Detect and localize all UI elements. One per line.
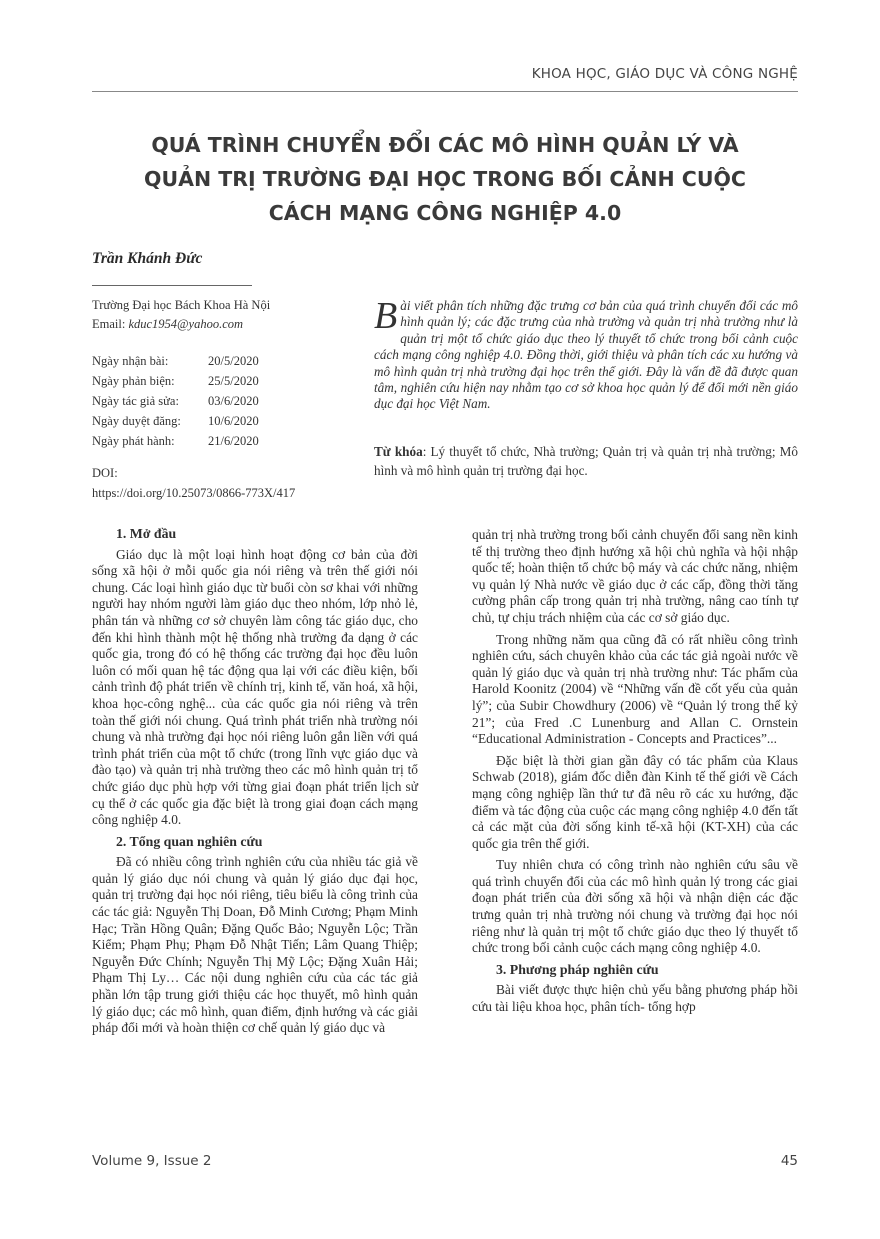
date-value: 03/6/2020 [208,394,259,408]
doi-link[interactable]: https://doi.org/10.25073/0866-773X/417 [92,486,296,500]
author-email-line [92,315,243,334]
section-heading: 3. Phương pháp nghiên cứu [496,961,659,977]
body-column-left [92,524,418,1042]
date-label: Ngày nhận bài: [92,354,169,368]
body-column-right [472,527,798,1021]
journal-section-header: KHOA HỌC, GIÁO DỤC VÀ CÔNG NGHỆ [531,66,798,82]
date-value: 10/6/2020 [208,414,259,428]
article-dates [92,351,259,451]
date-row [92,391,259,411]
section-heading: 1. Mở đầu [116,526,177,541]
date-row [92,351,259,371]
paragraph: Trong những năm qua cũng đã có rất nhiều công trình nghiên cứu, sách chuyên khảo của các tác giả ngoài nước về quản lý giáo dục và quản trị nhà trường như: Tác phẩm của Harold Koonitz (2004) về “Những vấn đề cốt yếu của quản lý”; của Subir Chowdhury (2006) về “Quản lý trong thế kỷ 21”; của Fred .C Lunenburg and Allan C. Ornstein “Educational Administration - Concepts and Practices”... [472,631,798,747]
keywords-text: : Lý thuyết tổ chức, Nhà trường; Quản trị và quản trị nhà trường; Mô hình và mô hình quản trị trường đại học. [374,444,798,478]
paragraph: Đặc biệt là thời gian gần đây có tác phẩm của Klaus Schwab (2018), giám đốc diễn đàn Kinh tế thế giới về Cách mạng công nghiệp lần thứ tư đã nêu rõ các xu hướng, đặc điểm và tác động của cuộc các mạng công nghiệp 4.0 đến tất cả các mặt của đời sống kinh tế-xã hội (KT-XH) của các quốc gia trên thế giới. [472,752,798,851]
abstract-dropcap: B [374,295,398,337]
abstract-text: ài viết phân tích những đặc trưng cơ bản của quá trình chuyển đổi các mô hình quản lý; các đặc trưng của nhà trường và quản trị nhà trường như là quản trị một tổ chức giáo dục theo lý thuyết tổ chức trong bối cảnh cuộc cách mạng công nghiệp 4.0. Đồng thời, giới thiệu và phân tích các xu hướng và mô hình quản trị nhà trường đại học trên thế giới. Đây là vấn đề đã được quan tâm, nghiên cứu hiện nay nhằm tạo cơ sở khoa học quản lý để đổi mới nền giáo dục đại học Việt Nam. [374,298,798,412]
date-value: 25/5/2020 [208,374,259,388]
date-value: 20/5/2020 [208,354,259,368]
section-heading: 2. Tổng quan nghiên cứu [116,833,263,849]
page-number: 45 [780,1153,798,1169]
date-row [92,431,259,451]
article-title [92,128,798,230]
date-row [92,371,259,391]
paragraph: Bài viết được thực hiện chủ yếu bằng phương pháp hồi cứu tài liệu khoa học, phân tích- tổng hợp [472,982,798,1015]
title-line: QUÁ TRÌNH CHUYỂN ĐỔI CÁC MÔ HÌNH QUẢN LÝ VÀ [151,133,739,157]
date-label: Ngày phát hành: [92,434,175,448]
paragraph: Giáo dục là một loại hình hoạt động cơ bản của đời sống xã hội ở mỗi quốc gia nói riêng và trên thế giới nói chung. Các loại hình giáo dục từ buổi còn sơ khai với những người hay nhóm người làm giáo dục theo nhóm, lớp nhỏ lẻ, phân tán và những cơ sở chuyên làm công tác giáo dục, cho đến khi hình thành một hệ thống nhà trường đa dạng ở các quốc gia, trong đó có hệ thống các trường đại học đều luôn luôn có mối quan hệ tác động qua lại với các điều kiện, bối cảnh trình độ phát triển về chính trị, kinh tế, văn hoá, xã hội, khoa học-công nghệ... của các quốc gia nói riêng và trên toàn thế giới nói chung. Quá trình phát triển nhà trường nói chung và nhà trường đại học nói riêng luôn gắn liền với quá trình phát triển của một tổ chức (trong lĩnh vực giáo dục và đào tạo) và quản trị nhà trường theo các mô hình quản trị tổ chức giáo dục phù hợp với từng giai đoạn phát triển lịch sử cụ thể ở các quốc gia đặc biệt là trong giai đoạn cách mạng công nghiệp 4.0. [92,546,418,828]
title-line: CÁCH MẠNG CÔNG NGHIỆP 4.0 [268,201,622,225]
keywords-label: Từ khóa [374,444,423,459]
doi-label: DOI: [92,466,118,480]
keywords [374,442,798,480]
email-label: Email: [92,317,126,331]
date-label: Ngày tác giả sửa: [92,394,179,408]
paragraph: Đã có nhiều công trình nghiên cứu của nhiều tác giả về quản lý giáo dục nói chung và quản lý giáo dục đại học, quản trị trường đại học nói riêng, tiêu biểu là công trình của các tác giả: Nguyễn Thị Doan, Đỗ Minh Cương; Phạm Minh Hạc; Trần Hồng Quân; Đặng Quốc Bảo; Nguyễn Lộc; Trần Kiểm; Phạm Phụ; Phạm Đỗ Nhật Tiến; Lâm Quang Thiệp; Nguyễn Đức Chính; Nguyễn Thị Mỹ Lộc; Đặng Xuân Hải; Phạm Thị Ly… Các nội dung nghiên cứu của các tác giả phần lớn tập trung giới thiệu các học thuyết, mô hình quản lý giáo dục; các mô hình, quan điểm, định hướng và các giải pháp đổi mới và hoàn thiện cơ chế quản lý giáo dục và [92,854,418,1036]
paragraph: Tuy nhiên chưa có công trình nào nghiên cứu sâu về quá trình chuyển đổi của các mô hình quản lý trong các giai đoạn phát triển của đời sống xã hội và nhận diện các đặc trưng quản trị nhà trường nói chung và trường đại học nói riêng như là quản trị một tổ chức giáo dục theo lý thuyết tổ chức trong bối cảnh cuộc cách mạng công nghiệp 4.0. [472,857,798,956]
date-label: Ngày duyệt đăng: [92,414,181,428]
author-affiliation: Trường Đại học Bách Khoa Hà Nội [92,298,271,312]
abstract [374,295,798,413]
date-row [92,411,259,431]
author-name: Trần Khánh Đức [92,250,203,267]
email-address[interactable]: kduc1954@yahoo.com [128,317,244,331]
footer-volume: Volume 9, Issue 2 [92,1153,212,1169]
date-label: Ngày phản biện: [92,374,175,388]
date-value: 21/6/2020 [208,434,259,448]
header-divider [92,91,798,92]
title-line: QUẢN TRỊ TRƯỜNG ĐẠI HỌC TRONG BỐI CẢNH CUỘC [144,167,746,191]
author-divider [92,285,252,286]
paragraph: quản trị nhà trường trong bối cảnh chuyển đổi sang nền kinh tế thị trường theo định hướng xã hội chủ nghĩa và hội nhập quốc tế; hoàn thiện tổ chức bộ máy và các chức năng, nhiệm vụ quản lý Nhà nước về giáo dục ở các cấp, đồng thời tăng cường phân cấp trong quản trị nhà trường, nâng cao tính tự chủ, tự chịu trách nhiệm của các cơ sở giáo dục. [472,527,798,625]
